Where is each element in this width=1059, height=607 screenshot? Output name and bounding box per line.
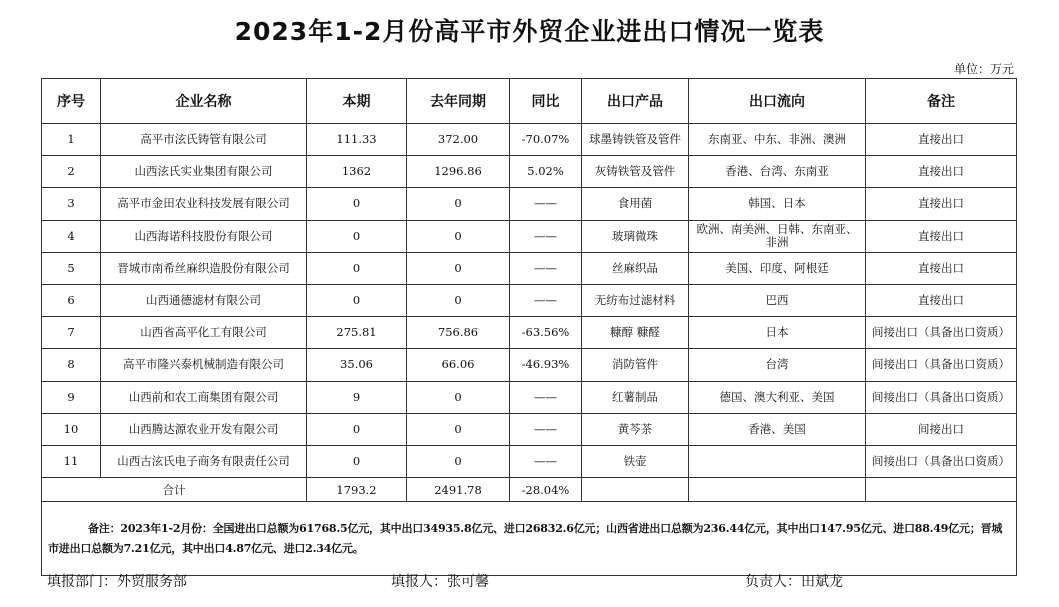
cell-yoy: -70.07% — [510, 124, 582, 156]
cell-yoy: —— — [510, 413, 582, 445]
cell-current: 275.81 — [307, 317, 407, 349]
cell-product: 玻璃微珠 — [582, 220, 689, 252]
cell-dest: 东南亚、中东、非洲、澳洲 — [689, 124, 866, 156]
col-header-dest: 出口流向 — [689, 79, 866, 124]
total-empty-dest — [689, 478, 866, 502]
cell-product: 黄芩茶 — [582, 413, 689, 445]
cell-yoy: —— — [510, 445, 582, 477]
cell-last: 0 — [407, 220, 510, 252]
cell-last: 0 — [407, 188, 510, 220]
cell-last: 756.86 — [407, 317, 510, 349]
cell-no: 2 — [42, 156, 101, 188]
cell-no: 7 — [42, 317, 101, 349]
cell-name: 山西古泫氏电子商务有限责任公司 — [101, 445, 307, 477]
cell-no: 10 — [42, 413, 101, 445]
cell-current: 0 — [307, 445, 407, 477]
cell-no: 11 — [42, 445, 101, 477]
cell-product: 灰铸铁管及管件 — [582, 156, 689, 188]
cell-yoy: -46.93% — [510, 349, 582, 381]
unit-label: 单位：万元 — [953, 62, 1014, 76]
cell-product: 丝麻织品 — [582, 252, 689, 284]
cell-product: 球墨铸铁管及管件 — [582, 124, 689, 156]
cell-current: 0 — [307, 188, 407, 220]
cell-product: 糠醇 糠醛 — [582, 317, 689, 349]
cell-name: 山西前和农工商集团有限公司 — [101, 381, 307, 413]
cell-current: 1362 — [307, 156, 407, 188]
cell-current: 0 — [307, 284, 407, 316]
table-row — [42, 381, 1017, 413]
cell-last: 0 — [407, 381, 510, 413]
cell-yoy: —— — [510, 188, 582, 220]
total-current: 1793.2 — [307, 478, 407, 502]
cell-current: 0 — [307, 413, 407, 445]
cell-current: 9 — [307, 381, 407, 413]
cell-last: 372.00 — [407, 124, 510, 156]
cell-no: 4 — [42, 220, 101, 252]
cell-dest: 日本 — [689, 317, 866, 349]
cell-dest: 韩国、日本 — [689, 188, 866, 220]
cell-remark: 直接出口 — [866, 252, 1017, 284]
cell-dest: 巴西 — [689, 284, 866, 316]
cell-dest — [689, 445, 866, 477]
cell-remark: 间接出口（具备出口资质） — [866, 317, 1017, 349]
cell-product: 消防管件 — [582, 349, 689, 381]
cell-dest: 香港、美国 — [689, 413, 866, 445]
cell-current: 0 — [307, 252, 407, 284]
table-row — [42, 124, 1017, 156]
cell-yoy: 5.02% — [510, 156, 582, 188]
total-last: 2491.78 — [407, 478, 510, 502]
table-row — [42, 188, 1017, 220]
cell-name: 山西泫氏实业集团有限公司 — [101, 156, 307, 188]
total-empty-product — [582, 478, 689, 502]
header-row — [42, 79, 1017, 124]
cell-yoy: —— — [510, 220, 582, 252]
cell-remark: 间接出口 — [866, 413, 1017, 445]
cell-yoy: —— — [510, 252, 582, 284]
note-content: 备注：2023年1-2月份：全国进出口总额为61768.5亿元，其中出口34935.8亿元、进口26832.6亿元；山西省进出口总额为236.44亿元，其中出口147.95亿元、进口88.49亿元；晋城市进出口总额为7.21亿元，其中出口4.87亿元、进口2.34亿元。 — [48, 521, 1003, 555]
cell-no: 8 — [42, 349, 101, 381]
page-title: 2023年1-2月份高平市外贸企业进出口情况一览表 — [234, 17, 825, 46]
cell-remark: 直接出口 — [866, 284, 1017, 316]
col-header-current: 本期 — [307, 79, 407, 124]
cell-last: 66.06 — [407, 349, 510, 381]
table-row — [42, 252, 1017, 284]
col-header-remark: 备注 — [866, 79, 1017, 124]
table-row — [42, 445, 1017, 477]
cell-current: 0 — [307, 220, 407, 252]
cell-remark: 直接出口 — [866, 220, 1017, 252]
cell-name: 晋城市南希丝麻织造股份有限公司 — [101, 252, 307, 284]
col-header-product: 出口产品 — [582, 79, 689, 124]
cell-dest: 德国、澳大利亚、美国 — [689, 381, 866, 413]
table-row — [42, 156, 1017, 188]
cell-yoy: —— — [510, 284, 582, 316]
cell-remark: 直接出口 — [866, 188, 1017, 220]
cell-yoy: -63.56% — [510, 317, 582, 349]
cell-no: 3 — [42, 188, 101, 220]
cell-name: 山西省高平化工有限公司 — [101, 317, 307, 349]
col-header-last: 去年同期 — [407, 79, 510, 124]
cell-product: 红薯制品 — [582, 381, 689, 413]
cell-name: 山西通德滤材有限公司 — [101, 284, 307, 316]
col-header-name: 企业名称 — [101, 79, 307, 124]
note-text — [42, 502, 1017, 576]
cell-name: 高平市泫氏铸管有限公司 — [101, 124, 307, 156]
cell-product: 食用菌 — [582, 188, 689, 220]
cell-dest: 台湾 — [689, 349, 866, 381]
cell-last: 1296.86 — [407, 156, 510, 188]
cell-remark: 直接出口 — [866, 156, 1017, 188]
table-row — [42, 413, 1017, 445]
total-label: 合计 — [42, 478, 307, 502]
table-row — [42, 284, 1017, 316]
cell-remark: 直接出口 — [866, 124, 1017, 156]
cell-last: 0 — [407, 445, 510, 477]
table-row — [42, 349, 1017, 381]
cell-last: 0 — [407, 252, 510, 284]
cell-yoy: —— — [510, 381, 582, 413]
cell-remark: 间接出口（具备出口资质） — [866, 349, 1017, 381]
table-row — [42, 220, 1017, 252]
cell-no: 9 — [42, 381, 101, 413]
cell-no: 1 — [42, 124, 101, 156]
cell-name: 山西海诺科技股份有限公司 — [101, 220, 307, 252]
export-table — [41, 78, 1017, 576]
total-yoy: -28.04% — [510, 478, 582, 502]
note-row — [42, 502, 1017, 576]
footer-head: 负责人：田斌龙 — [745, 574, 843, 590]
cell-current: 111.33 — [307, 124, 407, 156]
cell-no: 6 — [42, 284, 101, 316]
cell-dest: 香港、台湾、东南亚 — [689, 156, 866, 188]
col-header-yoy: 同比 — [510, 79, 582, 124]
cell-name: 山西腾达源农业开发有限公司 — [101, 413, 307, 445]
footer-dept: 填报部门：外贸服务部 — [47, 574, 187, 590]
cell-last: 0 — [407, 284, 510, 316]
cell-name: 高平市金田农业科技发展有限公司 — [101, 188, 307, 220]
footer-filler: 填报人：张可馨 — [391, 574, 489, 590]
cell-name: 高平市隆兴泰机械制造有限公司 — [101, 349, 307, 381]
cell-dest: 欧洲、南美洲、日韩、东南亚、非洲 — [689, 220, 866, 252]
cell-dest: 美国、印度、阿根廷 — [689, 252, 866, 284]
cell-remark: 间接出口（具备出口资质） — [866, 381, 1017, 413]
table-row — [42, 317, 1017, 349]
cell-no: 5 — [42, 252, 101, 284]
cell-last: 0 — [407, 413, 510, 445]
cell-product: 铁壶 — [582, 445, 689, 477]
cell-product: 无纺布过滤材料 — [582, 284, 689, 316]
total-empty-remark — [866, 478, 1017, 502]
cell-current: 35.06 — [307, 349, 407, 381]
cell-remark: 间接出口（具备出口资质） — [866, 445, 1017, 477]
total-row — [42, 478, 1017, 502]
col-header-no: 序号 — [42, 79, 101, 124]
